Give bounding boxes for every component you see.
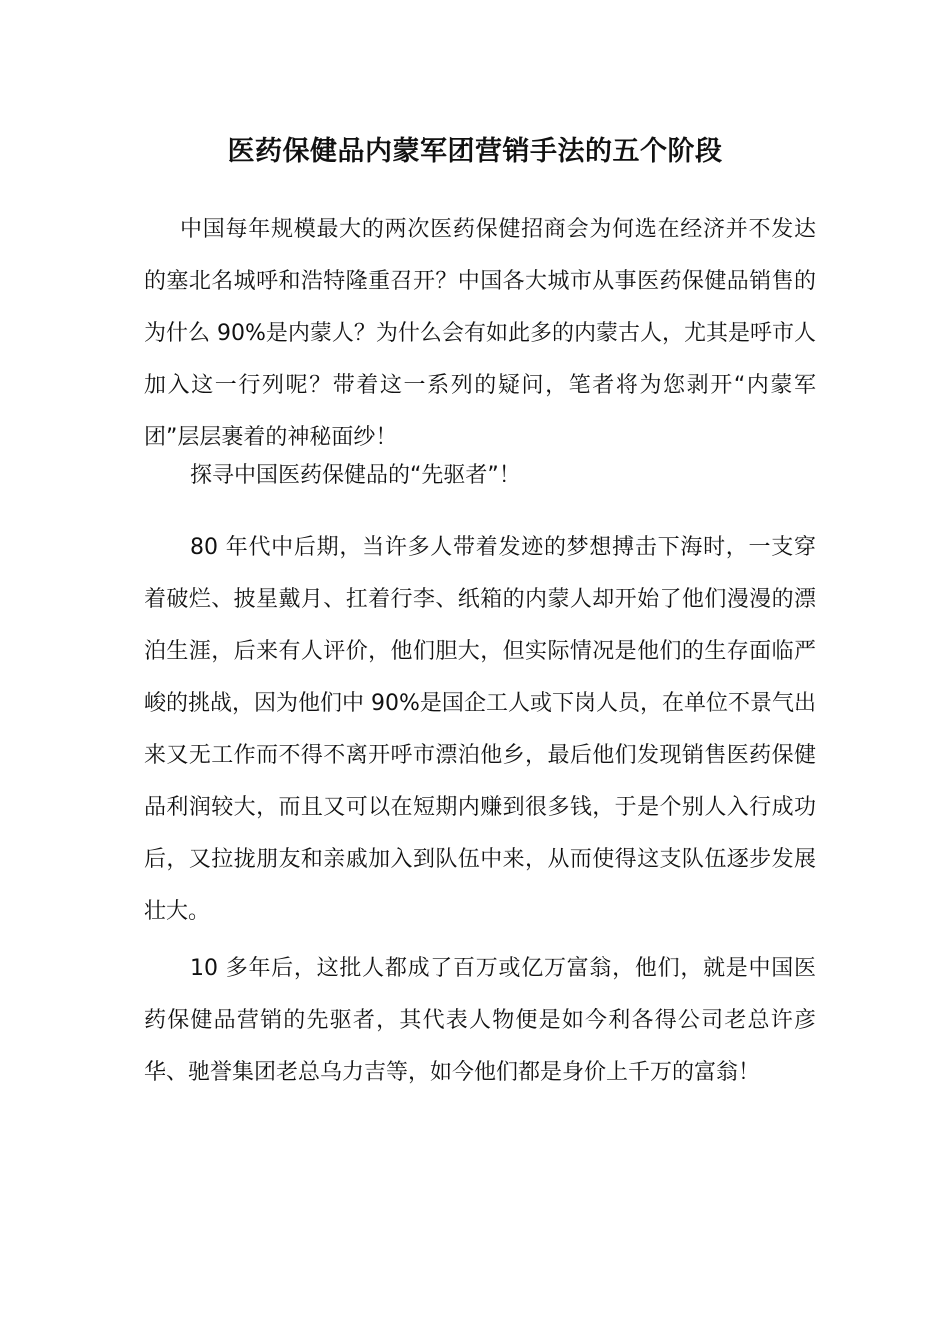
paragraph-pioneers: 10 多年后，这批人都成了百万或亿万富翁，他们，就是中国医药保健品营销的先驱者，其代表人物便是如今利各得公司老总许彦华、驰誉集团老总乌力吉等，如今他们都是身价上千万的富翁！ [144, 956, 816, 1085]
paragraph-intro: 中国每年规模最大的两次医药保健招商会为何选在经济并不发达的塞北名城呼和浩特隆重召开？中国各大城市从事医药保健品销售的为什么 90%是内蒙人？为什么会有如此多的内蒙古人，尤其是呼市人加入这一行列呢？带着这一系列的疑问，笔者将为您剥开“内蒙军团”层层裹着的神秘面纱！ [144, 217, 816, 450]
paragraph-subheading: 探寻中国医药保健品的“先驱者”！ [190, 463, 521, 488]
document-title: 医药保健品内蒙军团营销手法的五个阶段 [227, 136, 723, 167]
paragraph-history: 80 年代中后期，当许多人带着发迹的梦想搏击下海时，一支穿着破烂、披星戴月、扛着行李、纸箱的内蒙人却开始了他们漫漫的漂泊生涯，后来有人评价，他们胆大，但实际情况是他们的生存面临严峻的挑战，因为他们中 90%是国企工人或下岗人员，在单位不景气出来又无工作而不得不离开呼市漂泊他乡，最后他们发现销售医药保健品利润较大，而且又可以在短期内赚到很多钱，于是个别人入行成功后，又拉拢朋友和亲戚加入到队伍中来，从而使得这支队伍逐步发展壮大。 [144, 535, 816, 924]
